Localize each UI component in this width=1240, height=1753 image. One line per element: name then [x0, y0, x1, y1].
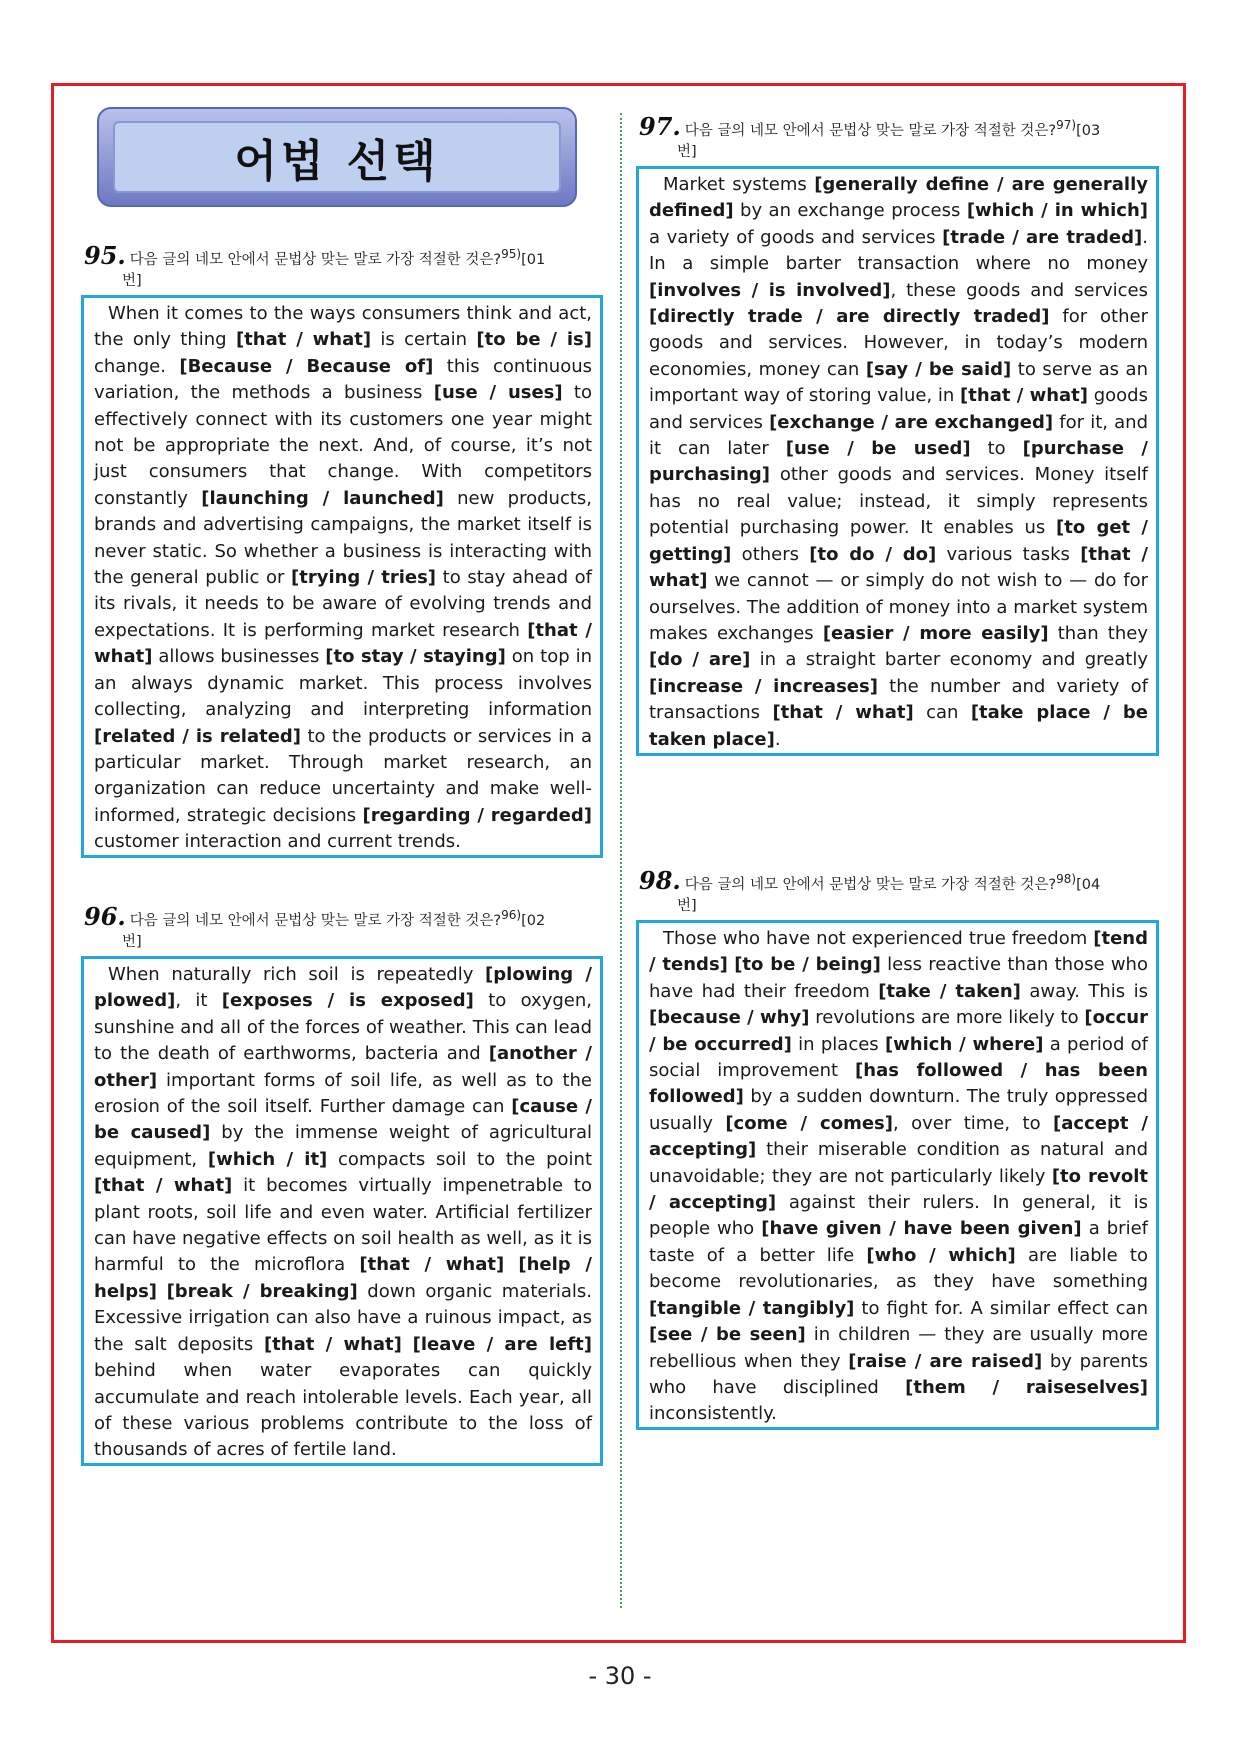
- passage-text: to stay ahead of its rivals, it needs to be aware of evolving trends and expectations. It is performing market research: [94, 567, 592, 641]
- grammar-choice: [which / it]: [207, 1148, 328, 1170]
- passage-text: by an exchange process: [733, 200, 967, 222]
- grammar-choice: [have given / have been given]: [761, 1218, 1082, 1240]
- passage-text: their miserable condition as natural and unavoidable; they are not particularly likely: [649, 1139, 1148, 1187]
- passage-text: customer interaction and current trends.: [94, 831, 461, 853]
- grammar-choice: [take place / be taken place]: [649, 702, 1149, 750]
- grammar-choice: [related / is related]: [94, 725, 302, 747]
- grammar-choice: [leave / are left]: [412, 1333, 592, 1355]
- grammar-choice: [purchase / purchasing]: [649, 438, 1148, 486]
- question-prompt: 다음 글의 네모 안에서 문법상 맞는 말로 가장 적절한 것은?: [684, 122, 1057, 139]
- grammar-choice: [that / what]: [94, 1175, 233, 1197]
- passage-text: .: [774, 728, 781, 750]
- grammar-choice: [cause / be caused]: [94, 1096, 593, 1144]
- passage-text: by the immense weight of agricultural equipment,: [94, 1122, 592, 1170]
- grammar-choice: [launching / launched]: [201, 487, 444, 509]
- passage-text: [504, 1254, 518, 1275]
- passage-text: for it, and it can later: [649, 411, 1149, 460]
- passage-text: by parents who have disciplined: [649, 1350, 1148, 1398]
- question-header: [639, 865, 1159, 917]
- grammar-choice: [accept / accepting]: [649, 1112, 1148, 1161]
- passage-text: [157, 1281, 167, 1302]
- grammar-choice: [take / taken]: [878, 980, 1021, 1002]
- passage-text: a variety of goods and services: [649, 226, 943, 248]
- passage-box: [636, 166, 1159, 756]
- grammar-choice: [involves / is involved]: [649, 279, 891, 301]
- passage-text: we cannot — or simply do not wish to — do for ourselves. The addition of money into a market system makes exchanges: [649, 570, 1148, 644]
- grammar-choice: [raise / are raised]: [848, 1350, 1043, 1372]
- grammar-choice: [come / comes]: [725, 1112, 893, 1134]
- section-title: 어법 선택: [113, 121, 561, 193]
- question-prompt: 다음 글의 네모 안에서 문법상 맞는 말로 가장 적절한 것은?: [129, 251, 502, 268]
- grammar-choice: [help / helps]: [94, 1254, 592, 1302]
- grammar-choice: [tend / tends]: [649, 928, 1148, 976]
- passage-text: to serve as an important way of storing value, in: [649, 358, 1148, 407]
- passage-text: goods and services: [649, 385, 1148, 433]
- question-tag-cont: 번]: [122, 272, 142, 289]
- grammar-choice: [to be / is]: [476, 329, 592, 351]
- question-header: [84, 901, 604, 953]
- question-prompt: 다음 글의 네모 안에서 문법상 맞는 말로 가장 적절한 것은?: [129, 912, 502, 929]
- passage-text: a period of social improvement: [649, 1033, 1148, 1082]
- passage-text: are liable to become revolutionaries, as they have something: [649, 1244, 1149, 1293]
- passage-text: to the products or services in a particular market. Through market research, an organization can reduce uncertainty and make well-informed, strategic decisions: [94, 725, 592, 826]
- passage-text: inconsistently.: [649, 1403, 777, 1425]
- question-tag: [02: [521, 912, 546, 929]
- passage-text: allows businesses: [152, 646, 326, 668]
- grammar-choice: [to do / do]: [809, 543, 937, 565]
- grammar-choice: [easier / more easily]: [822, 622, 1049, 644]
- passage-text: this continuous variation, the methods a business: [94, 355, 592, 404]
- question-tag: [01: [521, 251, 546, 268]
- question-tag-cont: 번]: [677, 897, 697, 914]
- passage-text: others: [731, 543, 810, 565]
- footnote-ref: 97): [1056, 118, 1077, 132]
- grammar-choice: [increase / increases]: [649, 675, 878, 697]
- passage-text: to: [970, 438, 1023, 460]
- grammar-choice: [trade / are traded]: [942, 226, 1143, 248]
- passage-text: to oxygen, sunshine and all of the forces of weather. This can lead to the death of earthworms, bacteria and: [94, 990, 592, 1065]
- grammar-choice: [has followed / has been followed]: [649, 1060, 1148, 1108]
- grammar-choice: [who / which]: [866, 1244, 1016, 1266]
- passage-text: to effectively connect with its customers one year might not be appropriate the next. And, of course, it’s not just consumers that change. With competitors constantly: [94, 382, 592, 509]
- question-number: 95.: [84, 240, 126, 270]
- passage-text: change.: [94, 355, 180, 377]
- passage-text: is certain: [371, 329, 477, 351]
- grammar-choice: [see / be seen]: [649, 1324, 806, 1346]
- grammar-choice: [use / be used]: [785, 438, 971, 460]
- grammar-choice: [to be / being]: [734, 954, 881, 976]
- grammar-choice: [to get / getting]: [649, 517, 1148, 565]
- passage-box: [81, 295, 603, 858]
- grammar-choice: [that / what]: [235, 329, 372, 351]
- passage-text: by a sudden downturn. The truly oppressed usually: [649, 1086, 1148, 1134]
- grammar-choice: [generally define / are generally defined]: [649, 174, 1148, 222]
- question-tag: [04: [1076, 876, 1101, 893]
- footnote-ref: 98): [1056, 872, 1077, 886]
- passage-text: . In a simple barter transaction where no money: [649, 226, 1148, 275]
- column-divider: [620, 113, 622, 1608]
- passage-text: less reactive than those who have had their freedom: [649, 954, 1148, 1002]
- passage-text: it becomes virtually impenetrable to plant roots, soil life and even water. Artificial fertilizer can have negative effects on soil health as well, as it is harmful to the microflora: [94, 1175, 592, 1276]
- grammar-choice: [exchange / are exchanged]: [769, 411, 1054, 433]
- grammar-choice: [use / uses]: [433, 382, 563, 404]
- grammar-choice: [that / what]: [960, 385, 1088, 407]
- passage-text: new products, brands and advertising campaigns, the market itself is never static. So whether a business is interacting with the general public or: [94, 487, 593, 589]
- passage-text: Market systems: [663, 174, 815, 195]
- question-tag: [03: [1076, 122, 1101, 139]
- question-header: [639, 111, 1159, 163]
- question-number: 97.: [639, 111, 681, 141]
- grammar-choice: [Because / Because of]: [179, 355, 434, 377]
- passage-text: , it: [175, 990, 222, 1012]
- grammar-choice: [that / what]: [94, 619, 592, 668]
- passage-text: against their rulers. In general, it is people who: [649, 1192, 1148, 1240]
- grammar-choice: [another / other]: [94, 1043, 592, 1091]
- passage-text: , over time, to: [893, 1112, 1054, 1134]
- page-number: - 30 -: [588, 1662, 652, 1690]
- grammar-choice: [that / what]: [772, 702, 914, 724]
- passage-text: down organic materials. Excessive irrigation can also have a ruinous impact, as the salt deposits: [94, 1280, 592, 1355]
- question-number: 98.: [639, 865, 681, 895]
- passage-text: various tasks: [936, 543, 1081, 565]
- passage-text: other goods and services. Money itself has no real value; instead, it simply represents potential purchasing power. It enables us: [649, 464, 1148, 539]
- grammar-choice: [them / raiseselves]: [905, 1376, 1148, 1398]
- grammar-choice: [that / what]: [263, 1333, 402, 1355]
- passage-text: [402, 1334, 413, 1355]
- passage-text: compacts soil to the point: [327, 1148, 592, 1170]
- passage-text: , these goods and services: [890, 279, 1148, 301]
- passage-text: When it comes to the ways consumers think and act, the only thing: [94, 303, 592, 351]
- grammar-choice: [which / where]: [884, 1033, 1044, 1055]
- passage-text: a brief taste of a better life: [649, 1218, 1148, 1266]
- grammar-choice: [exposes / is exposed]: [221, 990, 474, 1012]
- passage-text: on top in an always dynamic market. This process involves collecting, analyzing and interpreting information: [94, 646, 592, 721]
- question-tag-cont: 번]: [677, 143, 697, 160]
- passage-text: in places: [791, 1033, 885, 1055]
- passage-box: [81, 956, 603, 1466]
- passage-text: than they: [1048, 622, 1148, 644]
- grammar-choice: [do / are]: [649, 649, 751, 671]
- passage-text: in a straight barter economy and greatly: [750, 649, 1148, 671]
- grammar-choice: [plowing / plowed]: [94, 964, 592, 1012]
- grammar-choice: [to stay / staying]: [325, 646, 506, 668]
- passage-text: to fight for. A similar effect can: [854, 1297, 1148, 1319]
- grammar-choice: [break / breaking]: [166, 1280, 358, 1302]
- grammar-choice: [which / in which]: [966, 200, 1148, 222]
- passage-text: for other goods and services. However, in today’s modern economies, money can: [649, 306, 1148, 380]
- footnote-ref: 96): [501, 908, 522, 922]
- grammar-choice: [that / what]: [649, 543, 1148, 592]
- question-prompt: 다음 글의 네모 안에서 문법상 맞는 말로 가장 적절한 것은?: [684, 876, 1057, 893]
- passage-text: in children — they are usually more rebellious when they: [649, 1324, 1148, 1372]
- passage-text: revolutions are more likely to: [809, 1007, 1085, 1029]
- passage-text: behind when water evaporates can quickly accumulate and reach intolerable levels. Each year, all of these various problems contribute to the loss of thousands of acres of fertile land.: [94, 1360, 592, 1461]
- grammar-choice: [trying / tries]: [291, 567, 437, 589]
- passage-text: can: [913, 702, 971, 724]
- passage-text: Those who have not experienced true freedom: [663, 928, 1094, 949]
- question-header: [84, 240, 604, 292]
- passage-text: the number and variety of transactions: [649, 675, 1149, 724]
- passage-text: away. This is: [1020, 980, 1148, 1002]
- passage-text: When naturally rich soil is repeatedly: [108, 964, 486, 985]
- grammar-choice: [say / be said]: [865, 358, 1012, 380]
- passage-box: [636, 920, 1159, 1430]
- section-title-banner: [97, 107, 577, 207]
- passage-text: important forms of soil life, as well as to the erosion of the soil itself. Further damage can: [94, 1069, 592, 1118]
- grammar-choice: [regarding / regarded]: [362, 804, 592, 826]
- grammar-choice: [to revolt / accepting]: [649, 1165, 1148, 1214]
- grammar-choice: [because / why]: [649, 1007, 810, 1029]
- question-tag-cont: 번]: [122, 933, 142, 950]
- grammar-choice: [tangible / tangibly]: [649, 1297, 855, 1319]
- footnote-ref: 95): [501, 247, 522, 261]
- grammar-choice: [that / what]: [359, 1254, 505, 1276]
- grammar-choice: [directly trade / are directly traded]: [649, 306, 1050, 328]
- question-number: 96.: [84, 901, 126, 931]
- grammar-choice: [occur / be occurred]: [649, 1007, 1148, 1055]
